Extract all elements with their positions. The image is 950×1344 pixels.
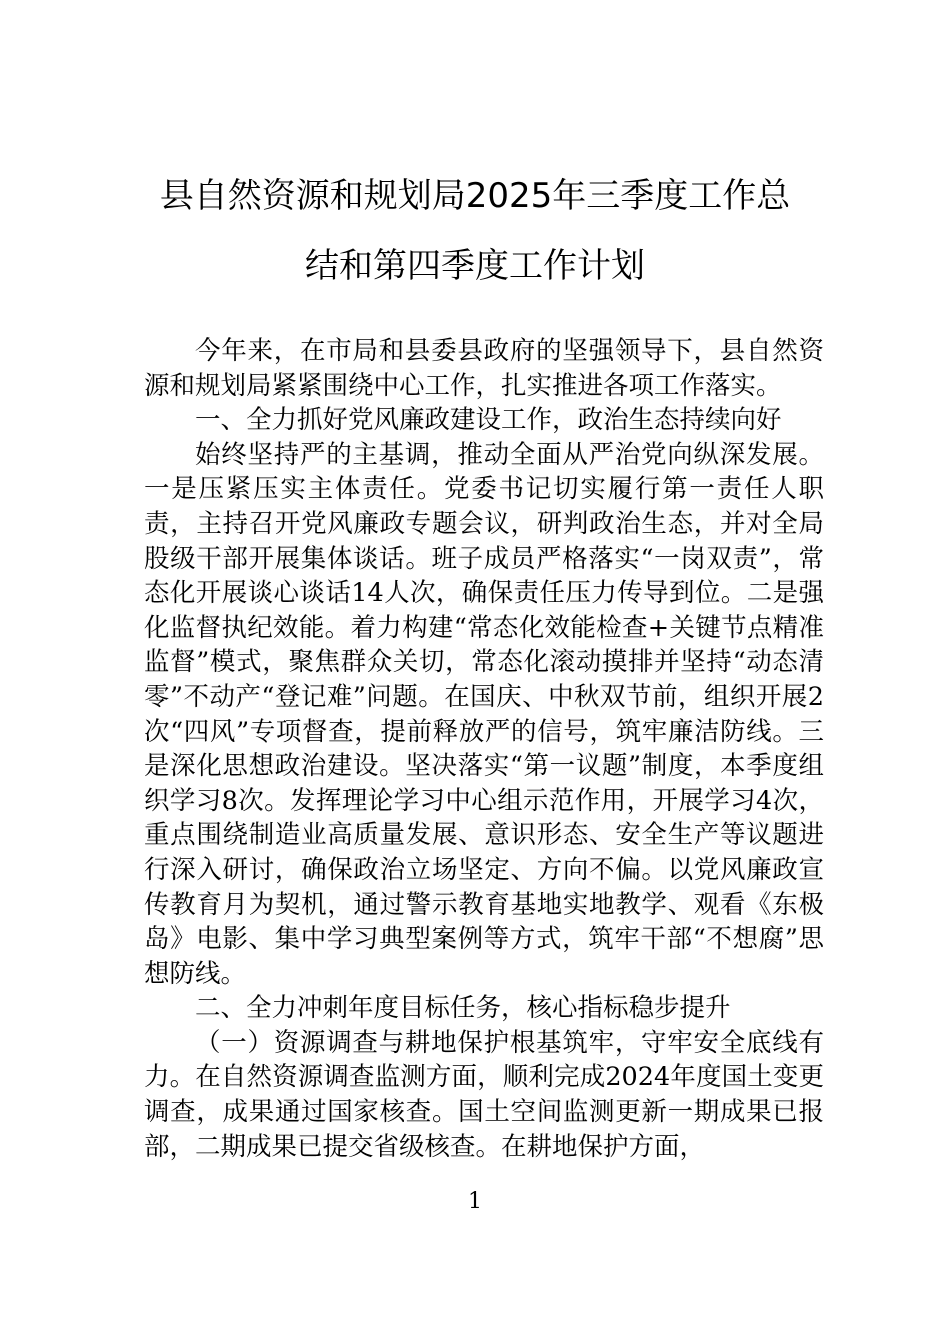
intro-paragraph: 今年来，在市局和县委县政府的坚强领导下，县自然资源和规划局紧紧围绕中心工作，扎实推进各项工作落实。 [144, 336, 824, 401]
body-paragraph: 始终坚持严的主基调，推动全面从严治党向纵深发展。一是压紧压实主体责任。党委书记切实履行第一责任人职责，主持召开党风廉政专题会议，研判政治生态，并对全局股级干部开展集体谈话。班子成员严格落实“一岗双责”，常态化开展谈心谈话14人次，确保责任压力传导到位。二是强化监督执纪效能。着力构建“常态化效能检查+关键节点精准监督”模式，聚焦群众关切，常态化滚动摸排并坚持“动态清零”不动产“登记难”问题。在国庆、中秋双节前，组织开展2次“四风”专项督查，提前释放严的信号，筑牢廉洁防线。三是深化思想政治建设。坚决落实“第一议题”制度，本季度组织学习8次。发挥理论学习中心组示范作用，开展学习4次，重点围绕制造业高质量发展、意识形态、安全生产等议题进行深入研讨，确保政治立场坚定、方向不偏。以党风廉政宣传教育月为契机，通过警示教育基地实地教学、观看《东极岛》电影、集中学习典型案例等方式，筑牢干部“不想腐”思想防线。 [144, 439, 824, 989]
document-body [144, 334, 824, 1164]
document-title-line-1: 县自然资源和规划局2025年三季度工作总 [159, 176, 791, 216]
page-number: 1 [468, 1189, 482, 1214]
document-title-line-2: 结和第四季度工作计划 [305, 246, 645, 286]
section-heading-1: 一、全力抓好党风廉政建设工作，政治生态持续向好 [195, 405, 782, 436]
section-heading-2: 二、全力冲刺年度目标任务，核心指标稳步提升 [195, 993, 731, 1024]
body-paragraph: （一）资源调查与耕地保护根基筑牢，守牢安全底线有力。在自然资源调查监测方面，顺利完成2024年度国土变更调查，成果通过国家核查。国土空间监测更新一期成果已报部，二期成果已提交省级核查。在耕地保护方面， [144, 1027, 824, 1162]
